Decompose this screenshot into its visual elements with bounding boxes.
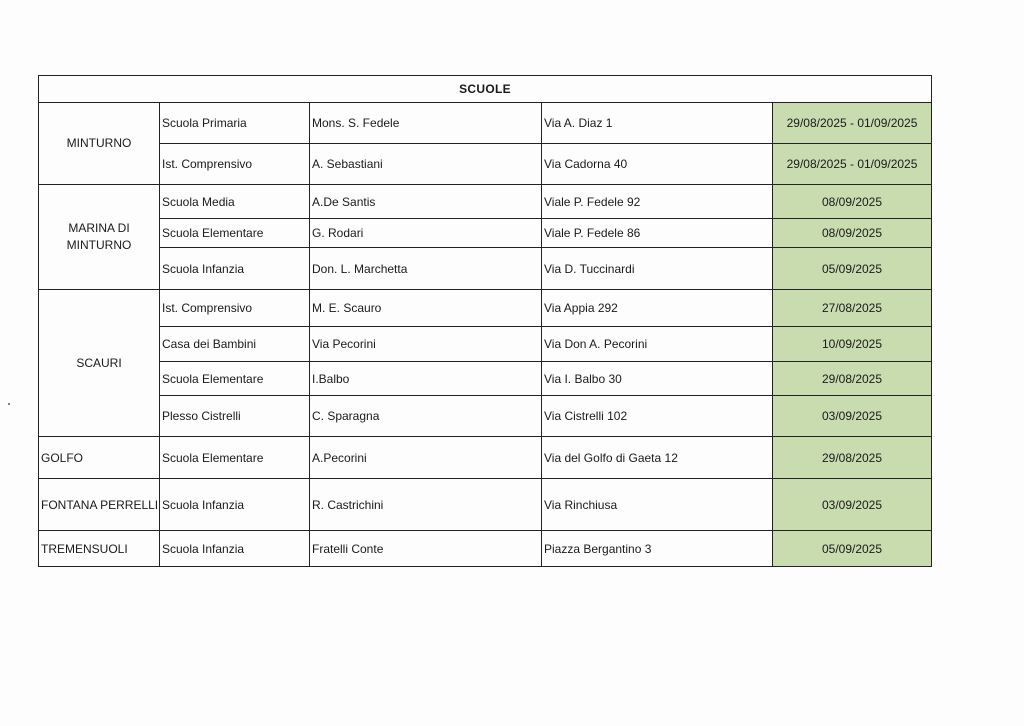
table-row <box>39 103 932 144</box>
location-cell: MINTURNO <box>39 103 160 185</box>
table-row <box>39 219 932 248</box>
table-title: SCUOLE <box>39 76 932 103</box>
school-type-cell: Scuola Primaria <box>160 103 310 144</box>
location-cell: GOLFO <box>39 437 160 479</box>
school-name-cell: A.Pecorini <box>310 437 542 479</box>
school-type-cell: Plesso Cistrelli <box>160 396 310 437</box>
table-row <box>39 327 932 362</box>
school-name-cell: Mons. S. Fedele <box>310 103 542 144</box>
date-cell: 10/09/2025 <box>773 327 932 362</box>
date-cell: 29/08/2025 - 01/09/2025 <box>773 144 932 185</box>
date-cell: 08/09/2025 <box>773 219 932 248</box>
date-cell: 03/09/2025 <box>773 479 932 531</box>
school-name-cell: R. Castrichini <box>310 479 542 531</box>
address-cell: Via D. Tuccinardi <box>542 248 773 290</box>
table-row <box>39 479 932 531</box>
location-cell: TREMENSUOLI <box>39 531 160 567</box>
address-cell: Via Cadorna 40 <box>542 144 773 185</box>
address-cell: Viale P. Fedele 86 <box>542 219 773 248</box>
school-name-cell: Don. L. Marchetta <box>310 248 542 290</box>
school-type-cell: Scuola Media <box>160 185 310 219</box>
school-type-cell: Scuola Infanzia <box>160 531 310 567</box>
scan-speck <box>8 403 10 405</box>
address-cell: Via Don A. Pecorini <box>542 327 773 362</box>
address-cell: Via Cistrelli 102 <box>542 396 773 437</box>
school-name-cell: A.De Santis <box>310 185 542 219</box>
school-type-cell: Scuola Elementare <box>160 437 310 479</box>
table-title-row <box>39 76 932 103</box>
table-row <box>39 290 932 327</box>
school-name-cell: C. Sparagna <box>310 396 542 437</box>
table-row <box>39 531 932 567</box>
date-cell: 03/09/2025 <box>773 396 932 437</box>
school-type-cell: Ist. Comprensivo <box>160 290 310 327</box>
date-cell: 29/08/2025 <box>773 362 932 396</box>
school-type-cell: Scuola Infanzia <box>160 248 310 290</box>
school-type-cell: Scuola Elementare <box>160 219 310 248</box>
address-cell: Via Rinchiusa <box>542 479 773 531</box>
location-cell: SCAURI <box>39 290 160 437</box>
school-type-cell: Scuola Elementare <box>160 362 310 396</box>
table-row <box>39 144 932 185</box>
location-cell: MARINA DI MINTURNO <box>39 185 160 290</box>
school-type-cell: Casa dei Bambini <box>160 327 310 362</box>
table-row <box>39 185 932 219</box>
school-name-cell: Via Pecorini <box>310 327 542 362</box>
address-cell: Via A. Diaz 1 <box>542 103 773 144</box>
address-cell: Via I. Balbo 30 <box>542 362 773 396</box>
address-cell: Via Appia 292 <box>542 290 773 327</box>
school-name-cell: G. Rodari <box>310 219 542 248</box>
school-name-cell: A. Sebastiani <box>310 144 542 185</box>
date-cell: 29/08/2025 <box>773 437 932 479</box>
location-cell: FONTANA PERRELLI <box>39 479 160 531</box>
table-row <box>39 248 932 290</box>
school-name-cell: M. E. Scauro <box>310 290 542 327</box>
address-cell: Via del Golfo di Gaeta 12 <box>542 437 773 479</box>
date-cell: 27/08/2025 <box>773 290 932 327</box>
table-row <box>39 396 932 437</box>
school-name-cell: I.Balbo <box>310 362 542 396</box>
date-cell: 29/08/2025 - 01/09/2025 <box>773 103 932 144</box>
table-row <box>39 437 932 479</box>
schools-table <box>38 75 932 567</box>
date-cell: 08/09/2025 <box>773 185 932 219</box>
address-cell: Viale P. Fedele 92 <box>542 185 773 219</box>
school-type-cell: Scuola Infanzia <box>160 479 310 531</box>
school-name-cell: Fratelli Conte <box>310 531 542 567</box>
school-type-cell: Ist. Comprensivo <box>160 144 310 185</box>
table-row <box>39 362 932 396</box>
date-cell: 05/09/2025 <box>773 248 932 290</box>
address-cell: Piazza Bergantino 3 <box>542 531 773 567</box>
date-cell: 05/09/2025 <box>773 531 932 567</box>
